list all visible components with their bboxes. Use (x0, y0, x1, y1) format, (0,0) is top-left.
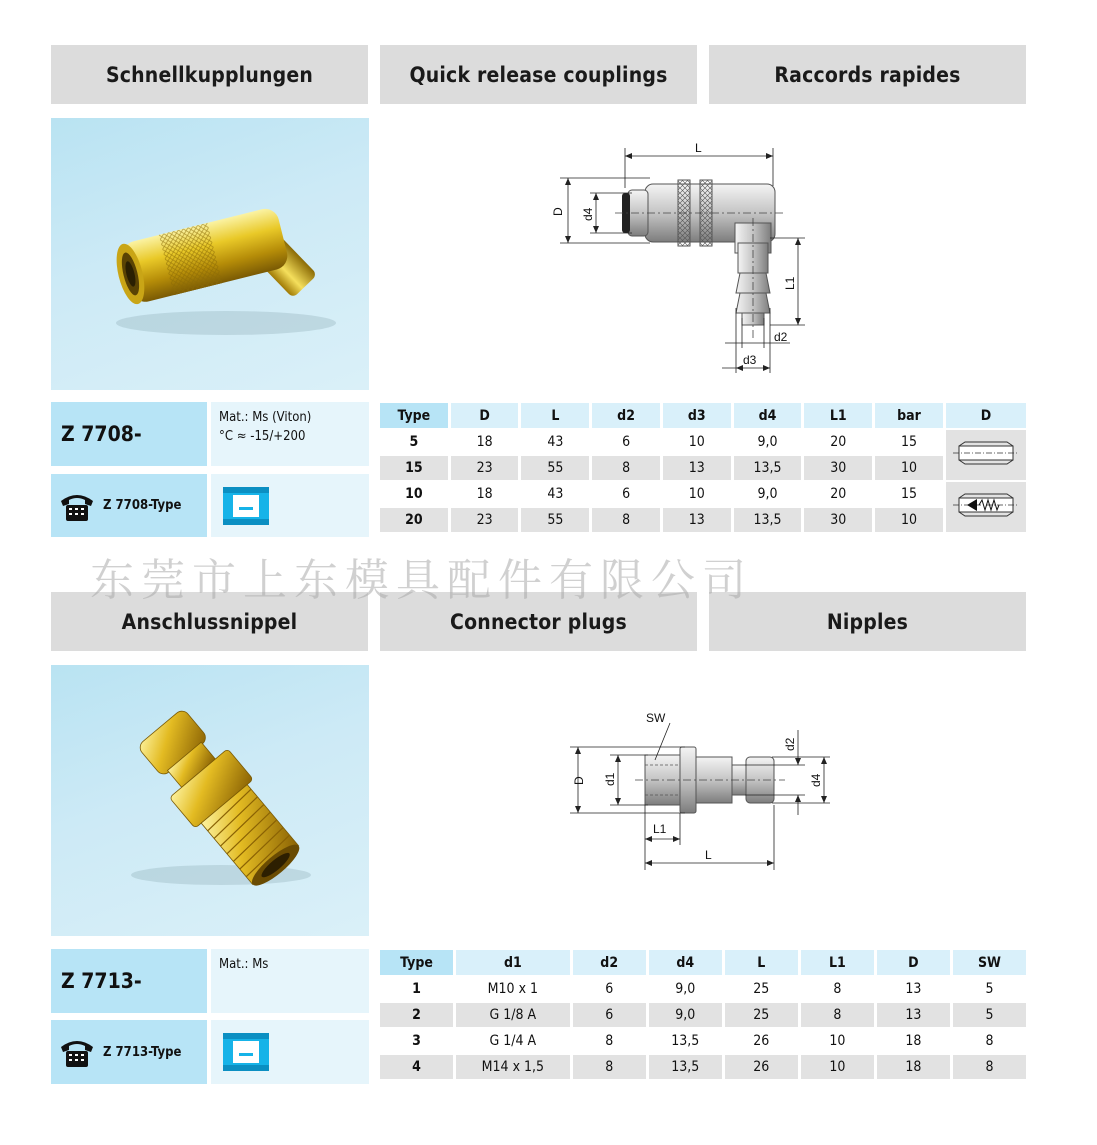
cell: 8 (592, 456, 660, 480)
cell: 3 (412, 1033, 421, 1049)
cell: 9,0 (757, 486, 778, 502)
cell: G 1/4 A (489, 1033, 537, 1049)
cell: 15 (900, 434, 918, 450)
header-fr-2: Nipples (709, 592, 1026, 651)
header-en-2: Connector plugs (380, 592, 697, 651)
product-code: Z 7708- (51, 402, 207, 466)
table-row (380, 1055, 1026, 1079)
dim-label-D: D (572, 776, 586, 785)
col-header: d3 (663, 403, 731, 428)
spec-table-z7708 (377, 401, 1029, 534)
material-line: Mat.: Ms (219, 957, 269, 972)
dim-label-SW: SW (646, 711, 666, 725)
cell: 20 (830, 434, 847, 450)
cell: 8 (801, 1003, 874, 1027)
check-valve-icon (951, 490, 1021, 520)
dim-label-D: D (551, 207, 565, 216)
cell: 13,5 (671, 1033, 700, 1049)
col-header: d4 (649, 950, 722, 975)
cell: 15 (900, 486, 918, 502)
dim-label-d4: d4 (581, 207, 595, 221)
col-header: Type (380, 403, 448, 428)
dim-label-d3: d3 (743, 353, 757, 367)
cell: 9,0 (675, 981, 696, 997)
cell: 6 (622, 486, 631, 502)
cell: 55 (521, 456, 589, 480)
col-header: L1 (801, 950, 874, 975)
cell: 23 (451, 456, 519, 480)
nipple-photo (51, 665, 369, 936)
dim-label-d1: d1 (603, 772, 617, 786)
open-valve-icon (951, 438, 1021, 468)
col-header: L (725, 950, 798, 975)
cell: 9,0 (757, 434, 778, 450)
cell: 9,0 (649, 1003, 722, 1027)
col-header: D (946, 403, 1026, 428)
cell: 20 (830, 486, 847, 502)
cell: 5 (409, 434, 419, 450)
header-en: Quick release couplings (380, 45, 697, 104)
cell: 18 (905, 1033, 922, 1049)
cell: 26 (725, 1055, 798, 1079)
header-fr: Raccords rapides (709, 45, 1026, 104)
table-row (380, 482, 1026, 506)
cell: 10 (688, 434, 705, 450)
type-label: Z 7708-Type (103, 498, 182, 513)
cell: G 1/8 A (456, 1003, 570, 1027)
type-link[interactable] (51, 474, 207, 537)
phone-icon (57, 1035, 97, 1069)
cell: 13,5 (649, 1055, 722, 1079)
col-header: L (521, 403, 589, 428)
catalog-icon (221, 1031, 271, 1073)
col-header: d1 (456, 950, 570, 975)
cell: 6 (573, 1003, 646, 1027)
cell: 8 (605, 1033, 614, 1049)
phone-icon (57, 489, 97, 523)
cell: 30 (804, 508, 872, 532)
cell: M10 x 1 (487, 981, 539, 997)
watermark: 东莞市上东模具配件有限公司 (90, 555, 753, 606)
temperature-line: °C ≈ -15/+200 (219, 429, 306, 444)
cell: 10 (829, 1033, 846, 1049)
type-link-2[interactable] (51, 1020, 207, 1084)
cell: 18 (877, 1055, 950, 1079)
material-info (211, 402, 369, 466)
material-line: Mat.: Ms (Viton) (219, 410, 312, 425)
catalog-icon (221, 485, 271, 527)
nipple-drawing (400, 665, 1040, 936)
dim-label-d2: d2 (774, 330, 788, 344)
col-header: d2 (592, 403, 660, 428)
cell: 43 (547, 434, 564, 450)
col-header: L1 (804, 403, 872, 428)
cell: 10 (875, 508, 943, 532)
cell: 30 (804, 456, 872, 480)
dim-label-L: L (705, 848, 712, 862)
dim-label-L1: L1 (783, 276, 797, 290)
col-header: SW (953, 950, 1026, 975)
coupling-photo (51, 118, 369, 390)
cell: 18 (476, 434, 493, 450)
cell: 25 (753, 981, 770, 997)
cell: M14 x 1,5 (456, 1055, 570, 1079)
table-row (380, 977, 1026, 1001)
cell: 6 (622, 434, 631, 450)
d-variant-valve (946, 482, 1026, 532)
col-header: Type (380, 950, 453, 975)
cell: 8 (573, 1055, 646, 1079)
d-variant-open (946, 430, 1026, 480)
cell: 18 (476, 486, 493, 502)
cell: 2 (380, 1003, 453, 1027)
product-code-2: Z 7713- (51, 949, 207, 1013)
cell: 8 (592, 508, 660, 532)
cell: 43 (547, 486, 564, 502)
spec-table-z7713 (377, 948, 1029, 1081)
col-header: bar (875, 403, 943, 428)
table-row (380, 456, 1026, 480)
material-info-2 (211, 949, 369, 1013)
catalog-button-2[interactable] (211, 1020, 369, 1084)
cell: 23 (451, 508, 519, 532)
cell: 5 (985, 981, 994, 997)
cell: 5 (953, 1003, 1026, 1027)
cell: 13 (905, 981, 922, 997)
cell: 15 (380, 456, 448, 480)
cell: 20 (380, 508, 448, 532)
cell: 10 (405, 486, 423, 502)
cell: 8 (985, 1033, 994, 1049)
cell: 10 (688, 486, 705, 502)
cell: 4 (380, 1055, 453, 1079)
cell: 10 (875, 456, 943, 480)
table-row (380, 1029, 1026, 1053)
col-header: d2 (573, 950, 646, 975)
cell: 13,5 (734, 456, 802, 480)
table-row (380, 430, 1026, 454)
dim-label-d4: d4 (809, 773, 823, 787)
cell: 10 (801, 1055, 874, 1079)
catalog-button[interactable] (211, 474, 369, 537)
cell: 13,5 (734, 508, 802, 532)
cell: 13 (877, 1003, 950, 1027)
coupling-drawing (400, 118, 1040, 390)
dim-label-L1: L1 (653, 822, 667, 836)
type-label: Z 7713-Type (103, 1044, 182, 1060)
header-de-2: Anschlussnippel (51, 592, 368, 651)
header-de: Schnellkupplungen (51, 45, 368, 104)
col-header: d4 (734, 403, 802, 428)
table-row (380, 1003, 1026, 1027)
cell: 25 (725, 1003, 798, 1027)
col-header: D (451, 403, 519, 428)
cell: 26 (753, 1033, 770, 1049)
table-row (380, 508, 1026, 532)
dim-label-d2: d2 (783, 737, 797, 751)
cell: 13 (663, 508, 731, 532)
cell: 55 (521, 508, 589, 532)
cell: 8 (953, 1055, 1026, 1079)
cell: 8 (833, 981, 842, 997)
cell: 13 (663, 456, 731, 480)
col-header: D (877, 950, 950, 975)
cell: 6 (605, 981, 614, 997)
dim-label-L: L (695, 141, 702, 155)
cell: 1 (412, 981, 421, 997)
